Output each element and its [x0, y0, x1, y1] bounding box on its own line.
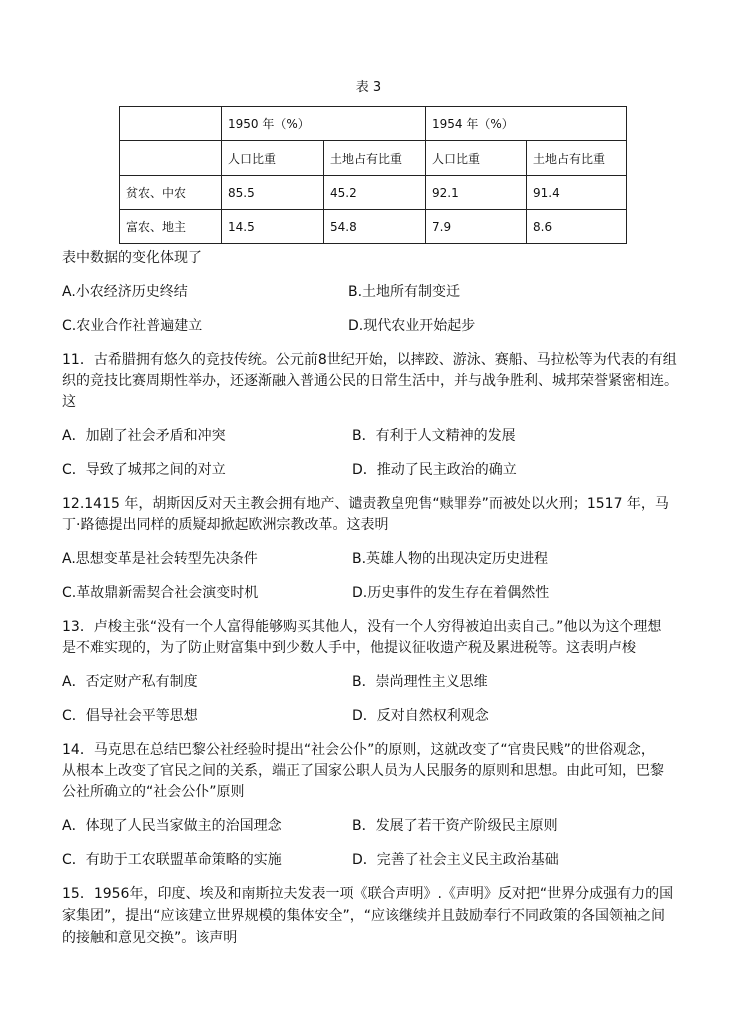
table-cell: 54.8 — [324, 210, 426, 244]
q14-stem-line: 公社所确立的“社会公仆”原则 — [62, 784, 245, 800]
q14-option-a[interactable]: A．体现了人民当家做主的治国理念 — [62, 818, 282, 834]
q13-option-a[interactable]: A．否定财产私有制度 — [62, 674, 198, 690]
q14-option-b[interactable]: B．发展了若干资产阶级民主原则 — [352, 818, 558, 834]
table-row-label: 富农、地主 — [120, 210, 222, 244]
q13-option-b[interactable]: B．崇尚理性主义思维 — [352, 674, 488, 690]
table-cell: 85.5 — [222, 176, 324, 210]
table-corner-cell — [120, 107, 222, 141]
q13-stem-line: 13．卢梭主张“没有一个人富得能够购买其他人，没有一个人穷得被迫出卖自己。”他以为这个理想 — [62, 619, 662, 635]
table-row — [120, 176, 627, 210]
q10-option-a[interactable]: A.小农经济历史终结 — [62, 284, 188, 300]
q11-option-d[interactable]: D．推动了民主政治的确立 — [352, 462, 517, 478]
table-header-1954: 1954 年（%） — [426, 107, 627, 141]
q13-option-d[interactable]: D．反对自然权利观念 — [352, 708, 489, 724]
q10-option-d[interactable]: D.现代农业开始起步 — [348, 318, 476, 334]
q11-option-b[interactable]: B．有利于人文精神的发展 — [352, 428, 516, 444]
q13-stem-line: 是不难实现的，为了防止财富集中到少数人手中，他提议征收遗产税及累进税等。这表明卢梭 — [62, 640, 636, 656]
q15-stem-line: 15．1956年，印度、埃及和南斯拉夫发表一项《联合声明》.《声明》反对把“世界分成强有力的国 — [62, 886, 674, 902]
table-corner-cell — [120, 141, 222, 176]
q14-stem-line: 14．马克思在总结巴黎公社经验时提出“社会公仆”的原则，这就改变了“官贵民贱”的世俗观念， — [62, 742, 655, 758]
q12-option-b[interactable]: B.英雄人物的出现决定历史进程 — [352, 551, 549, 567]
q10-option-b[interactable]: B.土地所有制变迁 — [348, 284, 461, 300]
table-cell: 7.9 — [426, 210, 527, 244]
table-cell: 92.1 — [426, 176, 527, 210]
q14-option-c[interactable]: C．有助于工农联盟革命策略的实施 — [62, 852, 282, 868]
q13-option-c[interactable]: C．倡导社会平等思想 — [62, 708, 198, 724]
q11-option-a[interactable]: A．加剧了社会矛盾和冲突 — [62, 428, 226, 444]
q14-option-d[interactable]: D．完善了社会主义民主政治基础 — [352, 852, 559, 868]
q10-stem: 表中数据的变化体现了 — [62, 250, 202, 266]
table-cell: 8.6 — [527, 210, 627, 244]
table-cell: 91.4 — [527, 176, 627, 210]
q11-stem-line: 这 — [62, 394, 76, 410]
data-table — [119, 106, 627, 244]
q11-stem-line: 11．古希腊拥有悠久的竞技传统。公元前8世纪开始，以摔跤、游泳、赛船、马拉松等为代表的有组 — [62, 352, 677, 368]
table-row-label: 贫农、中农 — [120, 176, 222, 210]
q12-option-c[interactable]: C.革故鼎新需契合社会演变时机 — [62, 585, 259, 601]
q11-option-c[interactable]: C．导致了城邦之间的对立 — [62, 462, 226, 478]
q12-stem-line: 丁·路德提出同样的质疑却掀起欧洲宗教改革。这表明 — [62, 517, 389, 533]
table-header-1950: 1950 年（%） — [222, 107, 426, 141]
table-subheader: 人口比重 — [426, 141, 527, 176]
table-subheader: 土地占有比重 — [527, 141, 627, 176]
q14-stem-line: 从根本上改变了官民之间的关系，端正了国家公职人员为人民服务的原则和思想。由此可知，巴黎 — [62, 763, 664, 779]
q12-option-d[interactable]: D.历史事件的发生存在着偶然性 — [352, 585, 550, 601]
table-row — [120, 210, 627, 244]
table-subheader: 土地占有比重 — [324, 141, 426, 176]
q15-stem-line: 的接触和意见交换”。该声明 — [62, 930, 238, 946]
q12-option-a[interactable]: A.思想变革是社会转型先决条件 — [62, 551, 258, 567]
table-cell: 14.5 — [222, 210, 324, 244]
q10-option-c[interactable]: C.农业合作社普遍建立 — [62, 318, 203, 334]
q11-stem-line: 织的竞技比赛周期性举办，还逐渐融入普通公民的日常生活中，并与战争胜利、城邦荣誉紧密相连。 — [62, 373, 678, 389]
q12-stem-line: 12.1415 年，胡斯因反对天主教会拥有地产、谴责教皇兜售“赎罪券”而被处以火刑；1517 年，马 — [62, 496, 669, 512]
table-cell: 45.2 — [324, 176, 426, 210]
table-caption: 表 3 — [355, 80, 382, 95]
q15-stem-line: 家集团”，提出“应该建立世界规模的集体安全”，“应该继续并且鼓励奉行不同政策的各国领袖之间 — [62, 908, 666, 924]
table-subheader: 人口比重 — [222, 141, 324, 176]
